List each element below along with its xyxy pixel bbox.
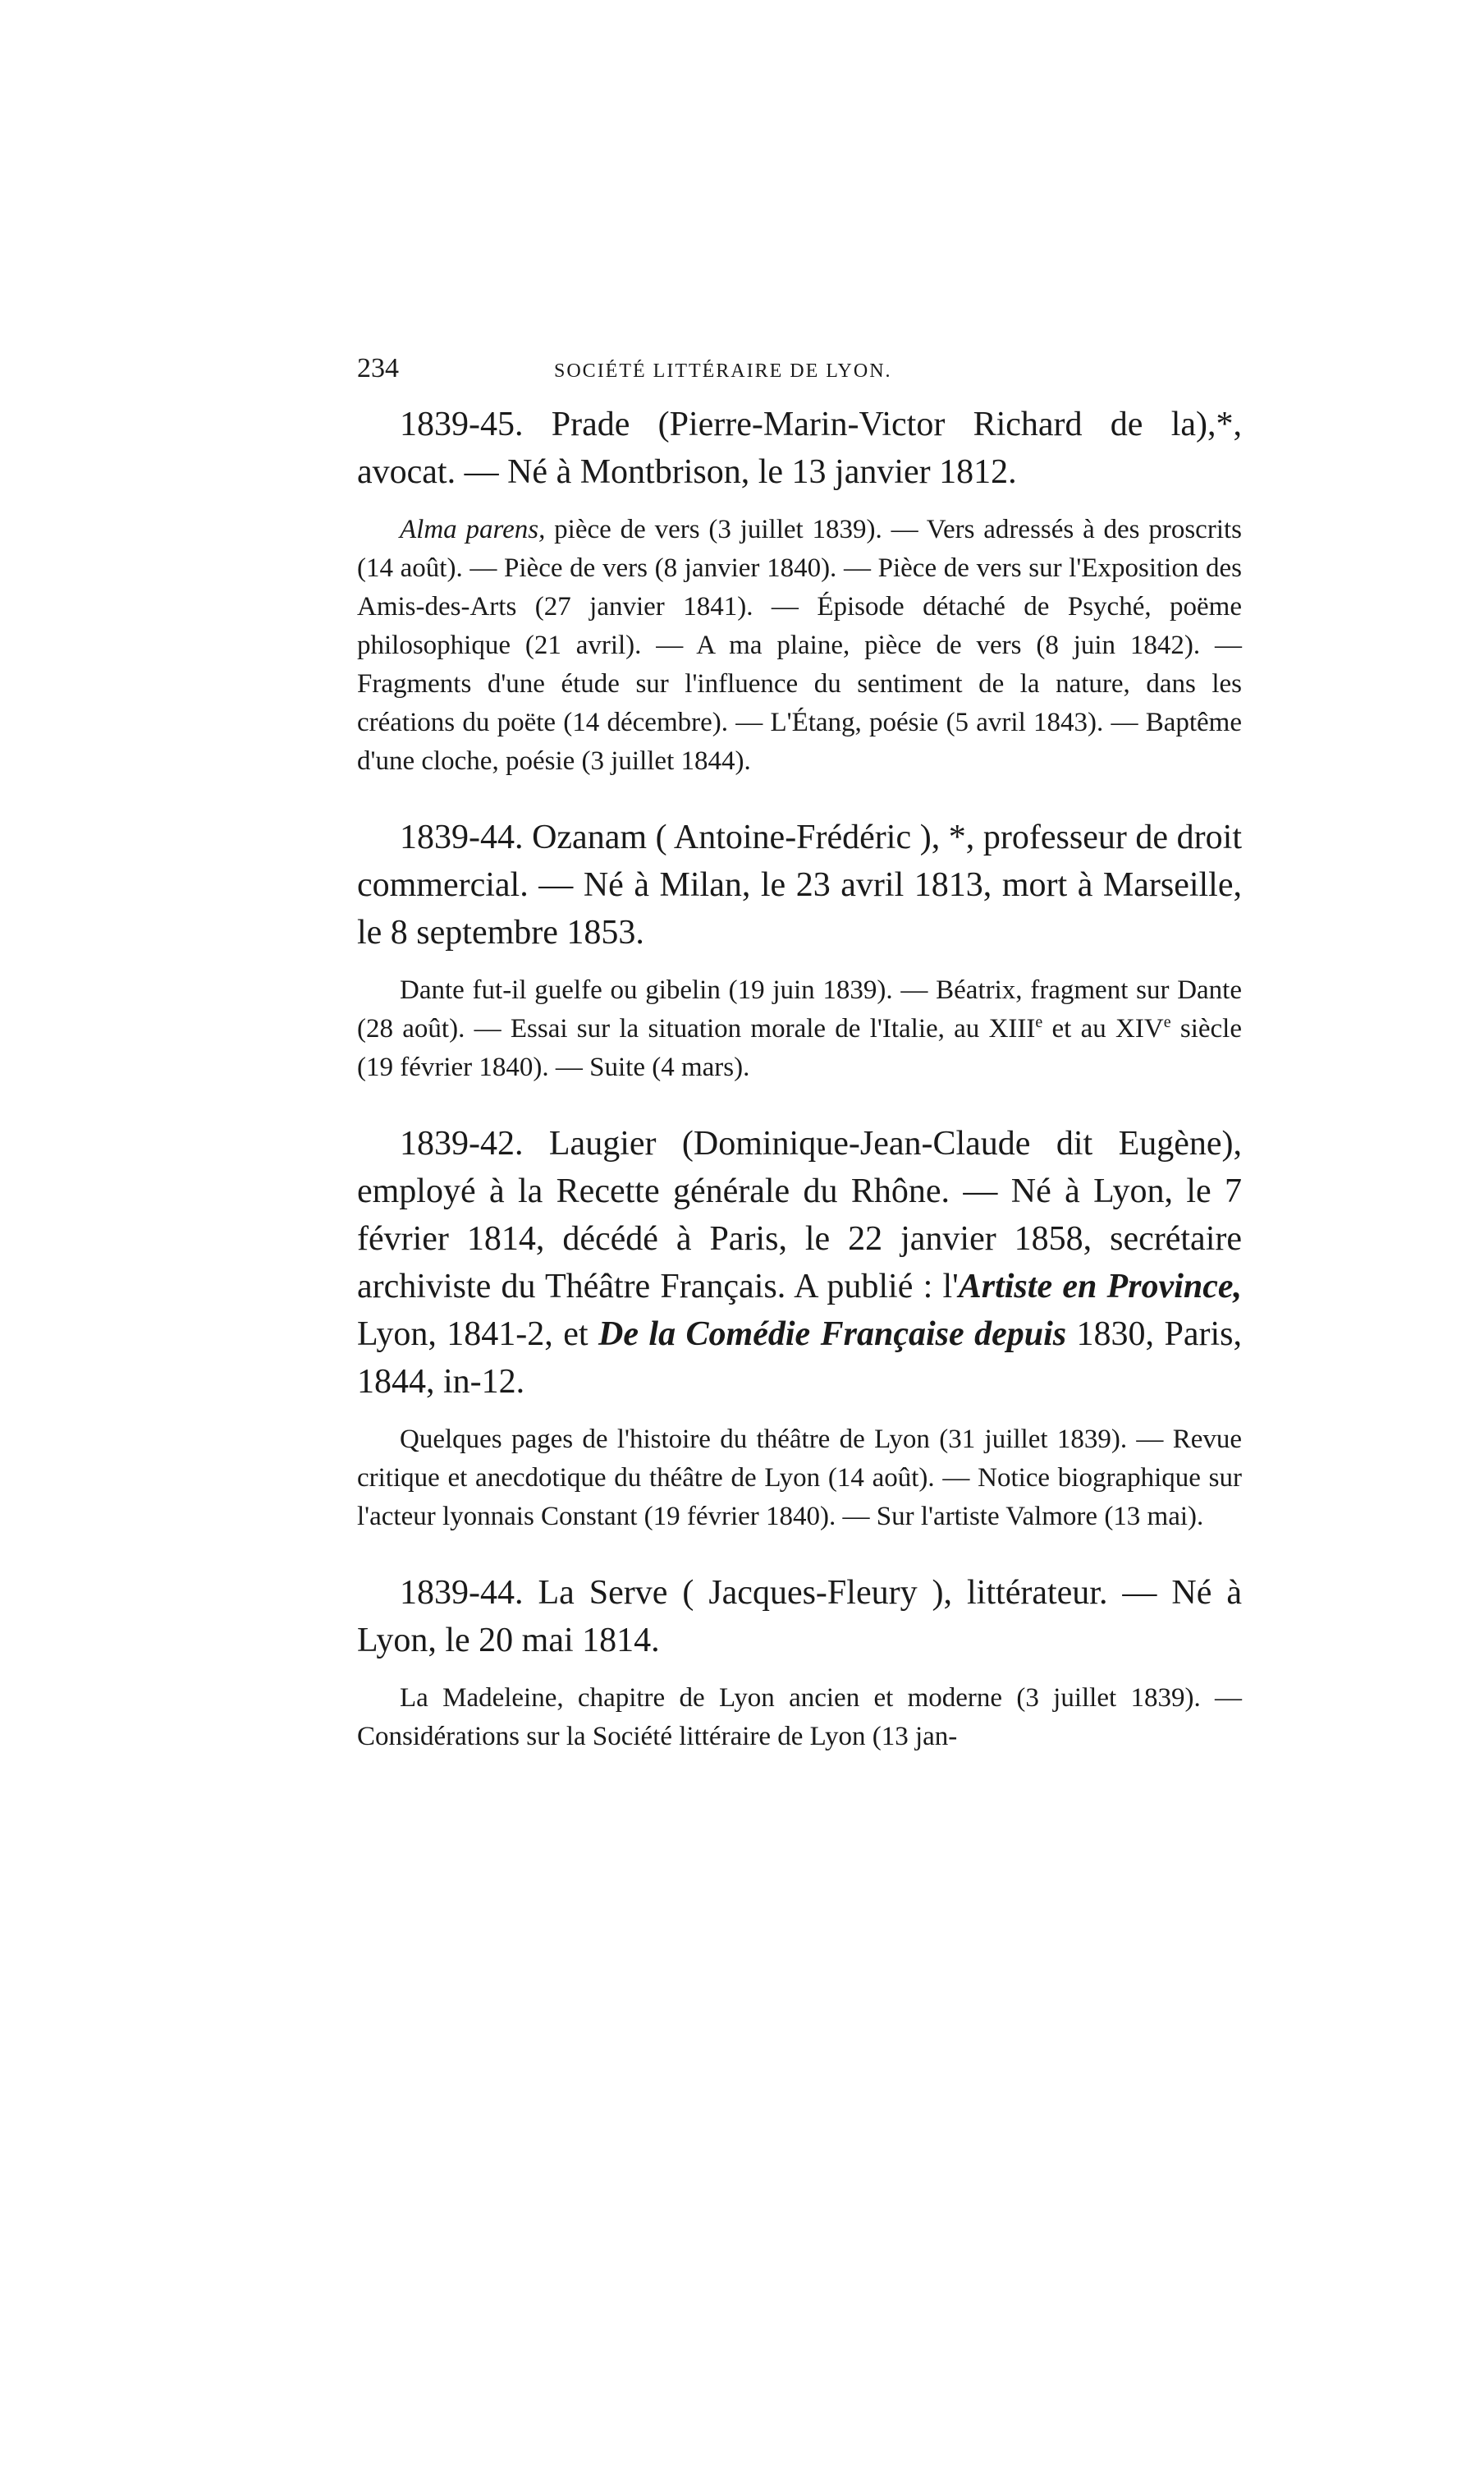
- entry-prade: [357, 401, 1242, 781]
- works-text-part: et au XIV: [1042, 1014, 1164, 1044]
- entry-heading: 1839-44. La Serve ( Jacques-Fleury ), littérateur. — Né à Lyon, le 20 mai 1814.: [357, 1574, 1242, 1659]
- entry-ozanam: [357, 814, 1242, 1087]
- entry-works: Quelques pages de l'histoire du théâtre de Lyon (31 juillet 1839). — Revue critique et anecdotique du théâtre de Lyon (14 août). — Notice biographique sur l'acteur lyonnais Constant (19 février 1840). — Sur l'artiste Valmore (13 mai).: [357, 1425, 1242, 1531]
- works-text-part: Dante fut-il guelfe ou gibelin (19 juin 1839). — Béatrix, fragment sur Dante (28 août). — Essai sur la situation morale de l'Italie, au XIII: [357, 975, 1242, 1044]
- entry-la-serve: [357, 1569, 1242, 1756]
- works-text: pièce de vers (3 juillet 1839). — Vers adressés à des proscrits (14 août). — Pièce de vers (8 janvier 1840). — Pièce de vers sur l'Exposition des Amis-des-Arts (27 janvier 1841). — Épisode détaché de Psyché, poëme philosophique (21 avril). — A ma plaine, pièce de vers (8 juin 1842). — Fragments d'une étude sur l'influence du sentiment de la nature, dans les créations du poëte (14 décembre). — L'Étang, poésie (5 avril 1843). — Baptême d'une cloche, poésie (3 juillet 1844).: [357, 515, 1243, 776]
- entry-heading: [357, 1120, 1242, 1406]
- entry-heading: 1839-44. Ozanam ( Antoine-Frédéric ), *, professeur de droit commercial. — Né à Milan, le 23 avril 1813, mort à Marseille, le 8 septembre 1853.: [357, 819, 1242, 952]
- heading-text-part: Lyon, 1841-2, et: [357, 1315, 598, 1353]
- page-number: 234: [357, 353, 399, 383]
- superscript: e: [1163, 1013, 1171, 1031]
- entry-works: [357, 971, 1242, 1087]
- works-text-part: siècle (19 février 1840). — Suite (4 mars).: [357, 1014, 1242, 1082]
- document-page: [357, 353, 1242, 1789]
- superscript: e: [1035, 1013, 1043, 1031]
- publication-title: Artiste en Province,: [958, 1268, 1242, 1305]
- publication-title: De la Comédie Française depuis: [598, 1315, 1067, 1353]
- work-title: Alma parens,: [400, 515, 546, 544]
- entry-works: [357, 511, 1242, 781]
- entry-works: La Madeleine, chapitre de Lyon ancien et moderne (3 juillet 1839). — Considérations sur la Société littéraire de Lyon (13 jan-: [357, 1683, 1242, 1751]
- heading-text-part: 1830, Paris, 1844, in-12.: [357, 1315, 1242, 1401]
- entry-laugier: [357, 1120, 1242, 1536]
- entry-heading: 1839-45. Prade (Pierre-Marin-Victor Richard de la),*, avocat. — Né à Montbrison, le 13 janvier 1812.: [357, 406, 1242, 491]
- heading-text-part: 1839-42. Laugier (Dominique-Jean-Claude dit Eugène), employé à la Recette générale du Rhône. — Né à Lyon, le 7 février 1814, décédé à Paris, le 22 janvier 1858, secrétaire archiviste du Théâtre Français. A publié : l': [357, 1125, 1242, 1305]
- running-title: SOCIÉTÉ LITTÉRAIRE DE LYON.: [554, 360, 892, 382]
- page-header: [357, 353, 1242, 386]
